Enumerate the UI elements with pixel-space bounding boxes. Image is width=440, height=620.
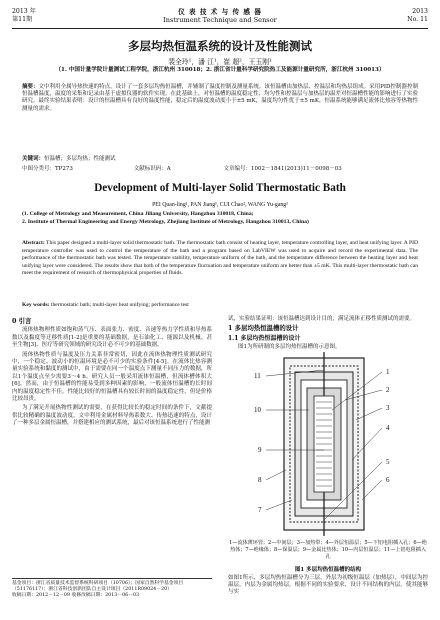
footnote: 基金项目：浙江省质量技术监督系统科研项目（10706）；国家自然科学基金项目（51176117）；浙江省科技创新团队自主设计项目（2011R09024－20） 收稿日期：2012－12－09 收修改稿日期：2013－06－03 xyxy=(12,578,212,599)
english-keywords: Key words: thermostatic bath; multi-layer heat unifying; performance test xyxy=(22,302,189,308)
paragraph: 图1为所研制的多层均热恒温槽的示意图。 xyxy=(238,344,341,351)
figure-callout: 2 xyxy=(386,386,390,394)
english-abstract: Abstract: This paper designed a multi-layer solid thermostatic bath. The thermostatic bath consist of heating layer, temperature controlling layer, and heat unifying layer. A PID temperature controller was used to control the temperature of the bath and a program based on LabVIEW was used to acquire and record the experimental data. The performance of the thermostatic bath was tested. The temperature stability, temperature uniform of the bath, and the temperature difference between the heating layer and heat unifying layer were considered. The results show that both of the temperature fluctuation and temperature uniform are better than ±5 mK. This multi-layer thermostatic bath can meet the requirement of research of thermophysical properties of fluids. xyxy=(22,240,418,276)
section-heading: 1 多层均热恒温槽的设计 xyxy=(228,324,299,333)
left-column xyxy=(12,316,212,430)
figure-caption: 图1 多层均热恒温槽的结构 xyxy=(294,567,362,573)
figure-callout: 6 xyxy=(386,476,390,484)
figure-callout: 8 xyxy=(258,476,262,484)
right-column xyxy=(228,316,428,354)
chinese-title: 多层均热恒温系统的设计及性能测试 xyxy=(128,39,312,53)
header-right: 2013 No. 11 xyxy=(407,8,428,23)
figure-callout: 3 xyxy=(386,404,390,412)
document-code: 文献标识码：A xyxy=(133,166,171,172)
figure-callout: 7 xyxy=(258,506,262,514)
paragraph: 试，实验结果证明：该恒温槽达到设计目的，满足流体正移性质测试的需要。 xyxy=(228,316,416,322)
article-number: 文章编号：1002－1841(2013)11－0098－03 xyxy=(223,166,342,172)
figure-callout: 9 xyxy=(258,446,262,454)
subsection-heading: 1.1 多层均热恒温槽的设计 xyxy=(228,334,301,342)
chinese-keywords: 关键词：恒温槽；多层均热；性能测试 xyxy=(22,156,116,162)
clc-number: 中图分类号：TP273 xyxy=(22,166,73,172)
figure-callout: 4 xyxy=(386,424,390,432)
paragraph: 如图1所示，多层均热恒温槽分为三层，外层为初级恒温层（加热层），中间层为控温层，内层为金属均热层。根据不同的实验要求，设计不同结构的内层，使其能够与实 xyxy=(228,575,428,596)
figure-callout: 11 xyxy=(254,372,261,380)
chinese-affiliation: （1. 中国计量学院计量测试工程学院，浙江杭州 310018；2. 浙江省计量科学研究院热工及能源计量研究所，浙江杭州 310013） xyxy=(55,67,385,73)
running-header xyxy=(12,6,428,29)
classification-line xyxy=(22,166,418,173)
bath-structure-figure xyxy=(232,350,424,538)
figure-callout: 5 xyxy=(386,458,390,466)
english-authors: PEI Quan-ling¹, PAN Jiang¹, CUI Chao², WANG Yu-gang¹ xyxy=(152,202,288,208)
figure-callout: 10 xyxy=(254,406,261,414)
english-affiliation: (1. College of Metrology and Measurement, China Jiliang University, Hangzhou 310018, China; 2. Institute of Thermal Engineering and Energy Metrology, Zhejiang Institute of Metrology, Hangzhou 310013, China) xyxy=(22,211,309,225)
header-center: 仪 表 技 术 与 传 感 器 Instrument Technique and Sensor xyxy=(163,8,277,24)
paragraph: 流体热物理性质如饱和蒸气压、表面张力、密度、音速等热力学性质和导热系数以及黏度等迁移性质[1-2]是重要的基础数据，是石油化工、能源以及机械、甚至生物[3]、医疗等研究领域的研究设计必不可少的基础数据。 xyxy=(12,327,212,349)
figure-callout: 1 xyxy=(386,368,390,376)
chinese-authors: 裴全玲¹，潘 江¹，崔 超²，王玉刚¹ xyxy=(168,58,272,66)
section-heading: 0 引言 xyxy=(12,317,32,325)
paragraph: 为了满足开展热物性测试的需要，在获得比较长的稳定时间的条件下，文献提供比较精确的温度波动度，文中利用金属材料导热系数大、传热迅速的特点，设计了一种多层金属恒温槽，并搭建相应的测试系统，最后对该恒温系统进行了性能测 xyxy=(12,405,212,427)
header-left: 2013 年 第11期 xyxy=(12,8,36,23)
chinese-abstract: 摘要：文中利用全属导热快速的特点，设计了一套多层均热恒温槽，并辅制了温度控制及测量系统。该恒温槽由加热层、控温层和均热层组成。采用PID控制器控制恒温槽温度，温度的采集和记录由基于虚拟仪器的软件实现。在此基础上，对恒温槽的温度稳定性、均匀性和控温层与加热层的温差对恒温槽性能的影响进行了实验研究。最终实验结果表明：设计的恒温槽具有良好的温度性能，稳定后的温度波动度小于±5 mK，温度均匀性优于±5 mK，恒温系统能够满足流体比热容等热物性测量的需求。 xyxy=(22,84,419,112)
english-title: Development of Multi-layer Solid Thermostatic Bath xyxy=(94,182,346,194)
paragraph: 流体热物性质与温度及压力关系非常密切，因此在流体热物理性质测试研究中，一个稳定、波动小的恒温环境是必不可少的实验条件[4-5]。在流体比热容测量实验系统和黏度的测试中，由于需要在同一个温度点下测量不同压力的数据，所以1个温度点至少需要3～4 h。研究人员一般采用流体恒温槽，但流体槽体积大[6]，然而，由于恒温槽的性能易受到多种因素的影响，一般流体恒温槽的长时间内的温度稳定性不佳。性能比较好的恒温槽具有较长时间的温度稳定性，但是价格比较昂贵。 xyxy=(12,351,212,403)
figure-legend: 1—流体薄环管；2—中间层；3—加热带；4—外层恒温层；5—下铝电阻插入孔；6—绝热体；7—绝缘体；8—保温层；9—金属比热体；10—内层恒温层；11—上铝电阻插入孔 xyxy=(229,540,427,560)
